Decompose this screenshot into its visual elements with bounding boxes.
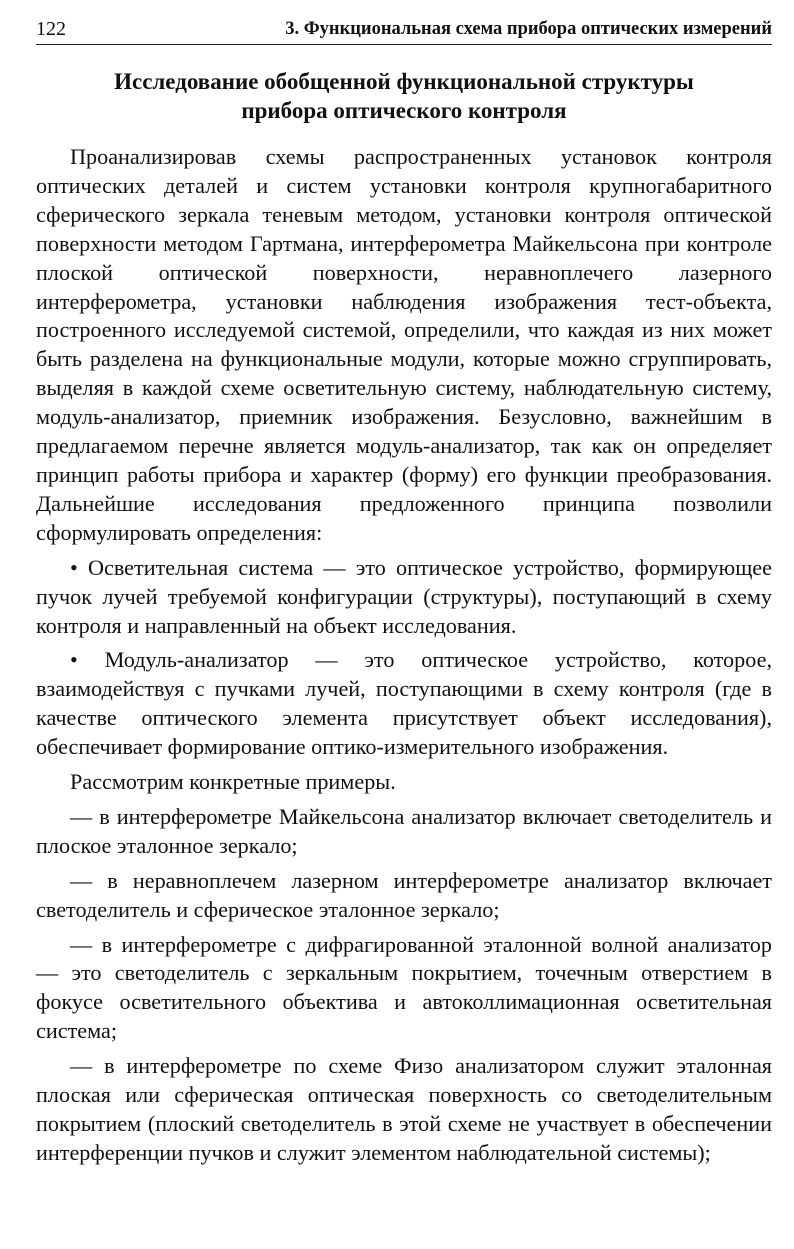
examples-intro: Рассмотрим конкретные примеры. [70,769,396,795]
bullet-icon: • [70,647,78,673]
definition-illumination-text: Осветительная система — это оптическое устройство, формирующее пучок лучей требуемой конфигурации (структуры), поступающий в схему контроля и направленный на объект исследования. [36,554,772,638]
section-title-line-2: прибора оптического контроля [241,98,567,123]
example-laser: — в неравноплечем лазерном интерферометре анализатор включает светоделитель и сферическое эталонное зеркало; [36,867,772,922]
bullet-icon: • [70,554,78,580]
section-title [36,67,772,125]
definition-illumination [36,554,772,641]
definition-analyzer-text: Модуль-анализатор — это оптическое устройство, которое, взаимодействуя с пучками лучей, поступающими в схему контроля (где в качестве оптического элемента присутствует объект исследования), обеспечивает формирование оптико-измерительного изображения. [36,647,772,760]
example-michelson: — в интерферометре Майкельсона анализатор включает светоделитель и плоское эталонное зеркало; [36,803,772,858]
example-fizeau: — в интерферометре по схеме Физо анализатором служит эталонная плоская или сферическая оптическая поверхность со светоделительным покрытием (плоский светоделитель в этой схеме не участвует в обеспечении интерференции пучков и служит элементом наблюдательной системы); [36,1053,772,1165]
page-number: 122 [36,18,66,40]
running-head [36,14,772,45]
intro-paragraph: Проанализировав схемы распространенных установок контроля оптических деталей и систем установки контроля крупногабаритного сферического зеркала теневым методом, установки контроля оптической поверхности методом Гартмана, интерферометра Майкельсона при контроле плоской оптической поверхности, неравноплечего лазерного интерферометра, установки наблюдения изображения тест-объекта, построенного исследуемой системой, определили, что каждая из них может быть разделена на функциональные модули, которые можно сгруппировать, выделяя в каждой схеме осветительную систему, наблюдательную систему, модуль-анализатор, приемник изображения. Безусловно, важнейшим в предлагаемом перечне является модуль-анализатор, так как он определяет принцип работы прибора и характер (форму) его функции преобразования. Дальнейшие исследования предложенного принципа позволили сформулировать определения: [36,144,772,545]
example-diffracted: — в интерферометре с дифрагированной эталонной волной анализатор — это светоделитель с зеркальным покрытием, точечным отверстием в фокусе осветительного объектива и автоколлимационная осветительная система; [36,931,772,1044]
section-title-line-1: Исследование обобщенной функциональной структуры [114,69,694,94]
chapter-title: 3. Функциональная схема прибора оптических измерений [285,19,772,39]
book-page [36,14,772,1174]
body-text [36,143,772,1168]
definition-analyzer [36,646,772,762]
